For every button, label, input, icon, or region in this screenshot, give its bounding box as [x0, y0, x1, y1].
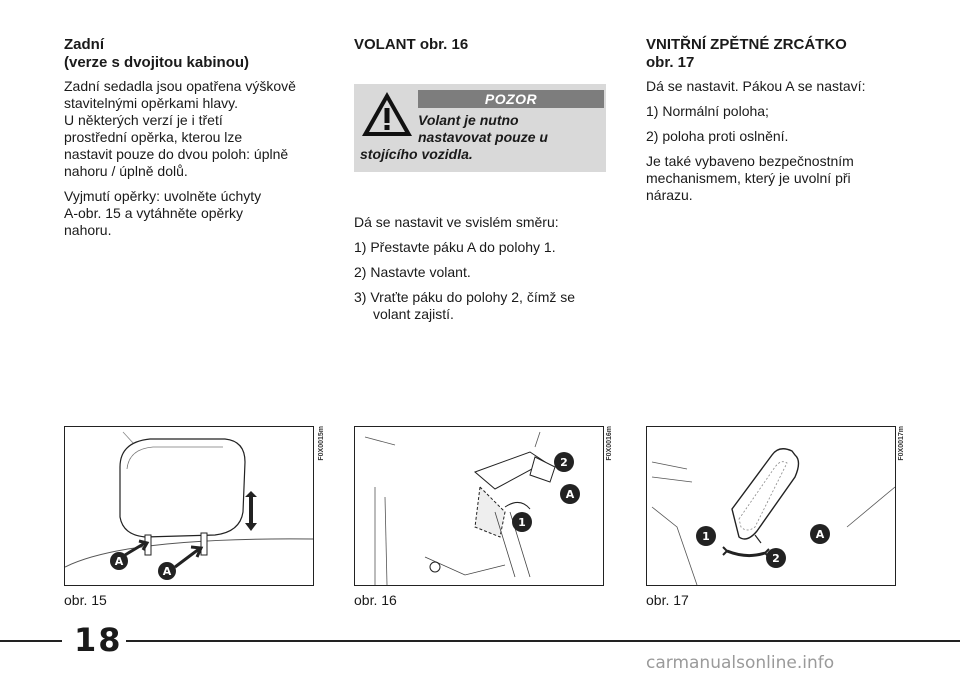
figure-headrest [64, 426, 314, 586]
watermark: carmanualsonline.info [646, 653, 835, 673]
steering-instructions [354, 214, 614, 331]
mirror-safety-text: Je také vybaveno bezpečnostním mechanismem, který je uvolní při nárazu. [646, 153, 854, 203]
warning-label: POZOR [418, 90, 604, 108]
svg-text:A: A [815, 528, 825, 541]
figure-mirror [646, 426, 896, 586]
mirror-item-1: 1) Normální poloha; [646, 103, 769, 119]
svg-text:A: A [162, 565, 172, 578]
page-number: 18 [74, 621, 123, 659]
mirror-item-2: 2) poloha proti oslnění. [646, 128, 789, 144]
figure-steering-lever [354, 426, 604, 586]
headrest-removal-text: Vyjmutí opěrky: uvolněte úchyty A-obr. 15 a vytáhněte opěrky nahoru. [64, 188, 262, 238]
figure-code: F0X0015m [318, 426, 325, 461]
figure-caption: obr. 17 [646, 592, 689, 608]
label-1-badge [511, 511, 533, 533]
step-1: 1) Přestavte páku A do polohy 1. [354, 239, 556, 255]
mirror-intro: Dá se nastavit. Pákou A se nastaví: [646, 78, 866, 94]
headrest-illustration [65, 427, 313, 585]
svg-text:A: A [114, 555, 124, 568]
footer-rule-right [126, 640, 960, 642]
label-a-badge [809, 523, 831, 545]
headrest-description: Zadní sedadla jsou opatřena výškově stavitelnými opěrkami hlavy. U některých verzí je i třetí prostřední opěrka, kterou lze nastavit pouze do dvou poloh: úplně nahoru / úplně dolů. [64, 78, 296, 179]
svg-text:A: A [565, 488, 575, 501]
column-steering-wheel [354, 36, 614, 60]
label-1-badge [695, 525, 717, 547]
step-2: 2) Nastavte volant. [354, 264, 471, 280]
column-rear-headrests [64, 36, 334, 247]
figure-code: F0X0017m [898, 426, 905, 461]
section-heading-rear: Zadní (verze s dvojitou kabinou) [64, 36, 250, 71]
label-2-badge [553, 451, 575, 473]
figure-code: F0X0016m [606, 426, 613, 461]
footer-rule-left [0, 640, 62, 642]
label-2-badge [765, 547, 787, 569]
steering-intro: Dá se nastavit ve svislém směru: [354, 214, 559, 230]
figure-caption: obr. 16 [354, 592, 397, 608]
figure-caption: obr. 15 [64, 592, 107, 608]
section-heading-mirror: VNITŘNÍ ZPĚTNÉ ZRCÁTKO obr. 17 [646, 36, 847, 71]
column-mirror [646, 36, 916, 212]
svg-text:2: 2 [772, 552, 780, 565]
label-a-badge [157, 561, 177, 581]
warning-text: Volant je nutno nastavovat pouze u stojícího vozidla. [360, 112, 548, 162]
step-3: 3) Vraťte páku do polohy 2, čímž se volant zajistí. [354, 289, 576, 322]
svg-text:1: 1 [518, 516, 526, 529]
warning-box [354, 84, 606, 172]
label-a-badge [109, 551, 129, 571]
svg-text:2: 2 [560, 456, 568, 469]
svg-text:1: 1 [702, 530, 710, 543]
section-heading-steering: VOLANT obr. 16 [354, 36, 469, 53]
label-a-badge [559, 483, 581, 505]
